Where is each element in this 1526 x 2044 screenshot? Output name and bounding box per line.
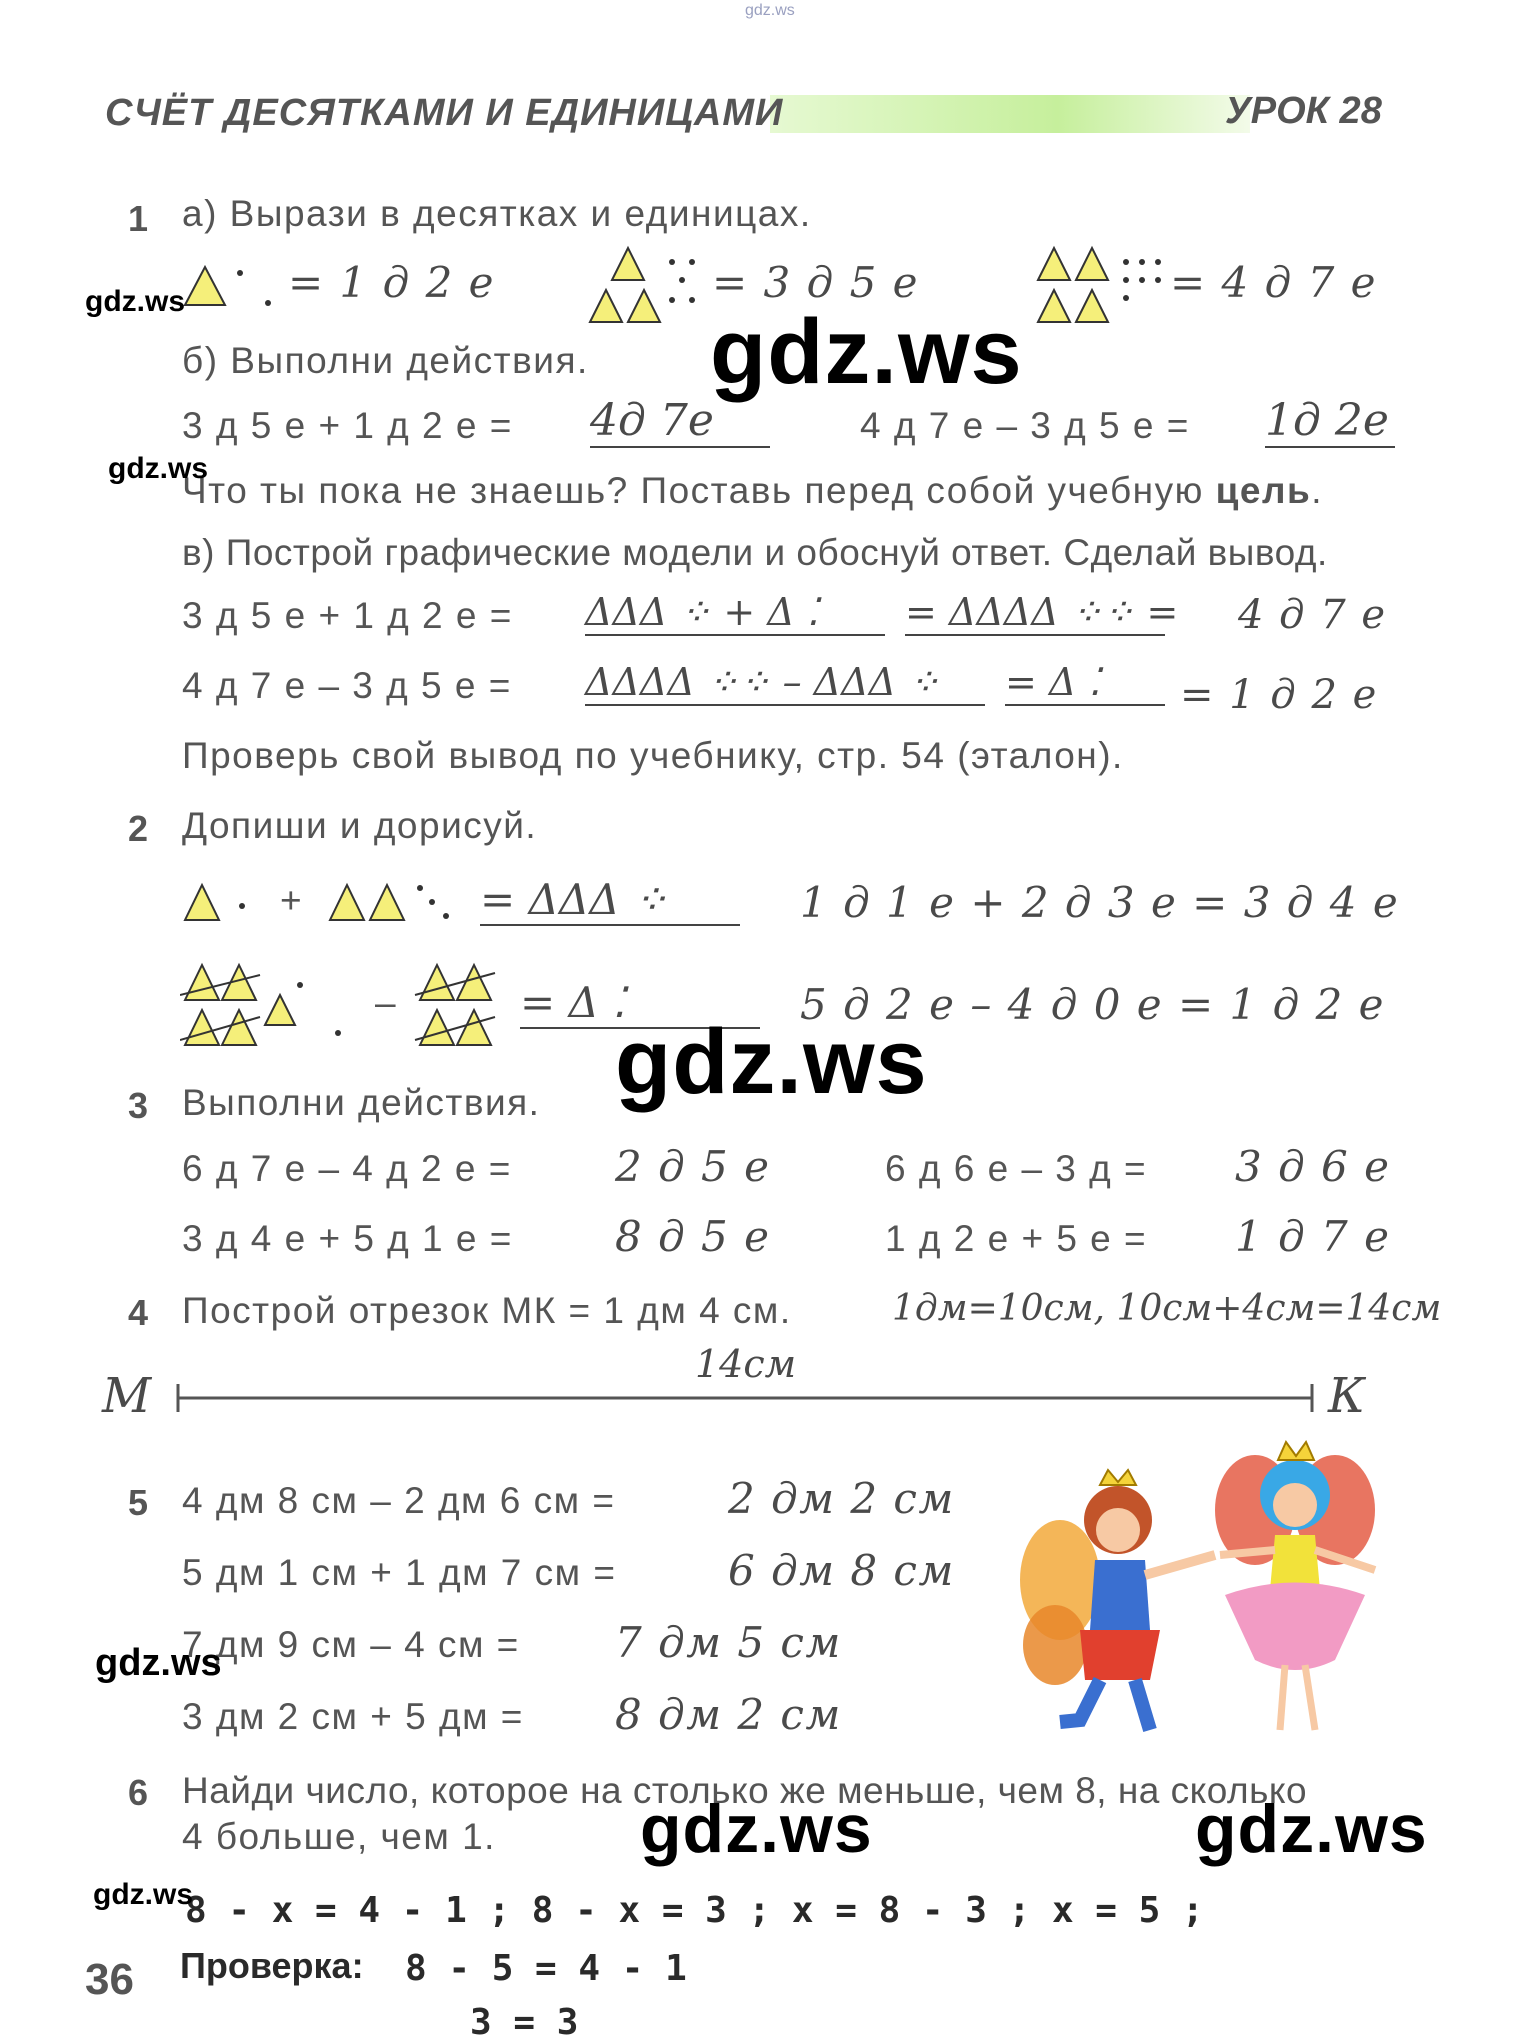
task-5-answer-3: 7 дм 5 см — [615, 1618, 842, 1667]
task-3-answer-3: 8 д 5 е — [615, 1212, 771, 1261]
page-number: 36 — [85, 1955, 134, 2004]
task-5-expr-3: 7 дм 9 см – 4 см = — [182, 1624, 520, 1665]
goal-bold: цель — [1215, 470, 1312, 511]
task-3-expr-3: 3 д 4 е + 5 д 1 е = — [182, 1218, 513, 1259]
task-2-row-1-expr: 1 д 1 е + 2 д 3 е = 3 д 4 е — [800, 878, 1400, 927]
task-4-point-m: М — [102, 1368, 152, 1424]
watermark-small-2: gdz.ws — [108, 452, 209, 485]
task-2-row-1-model: = ΔΔΔ ⁘ — [480, 875, 740, 926]
task-3-expr-2: 6 д 6 е – 3 д = — [885, 1148, 1148, 1189]
task-1v-model-1: ΔΔΔ ⁘ + Δ ⁚ — [585, 590, 885, 636]
watermark-3: gdz.ws — [640, 1791, 873, 1867]
task-4-text: Построй отрезок МК = 1 дм 4 см. — [182, 1290, 792, 1331]
header-title: СЧЁТ ДЕСЯТКАМИ И ЕДИНИЦАМИ — [105, 92, 784, 134]
task-5-expr-1: 4 дм 8 см – 2 дм 6 см = — [182, 1480, 616, 1521]
task-5-answer-1: 2 дм 2 см — [728, 1474, 955, 1523]
fairies-illustration — [1000, 1430, 1420, 1750]
task-5-expr-2: 5 дм 1 см + 1 дм 7 см = — [182, 1552, 617, 1593]
task-2-number: 2 — [128, 808, 149, 849]
task-1v-result-1: 4 д 7 е — [1238, 592, 1387, 638]
task-1-check-text: Проверь свой вывод по учебнику, стр. 54 (эталон). — [182, 735, 1124, 776]
answer-1a-3: = 4 д 7 е — [1170, 258, 1378, 307]
task-5-expr-4: 3 дм 2 см + 5 дм = — [182, 1696, 524, 1737]
task-2-minus: – — [375, 982, 398, 1023]
header-bar — [770, 95, 1250, 133]
task-4-length: 14см — [695, 1342, 797, 1386]
task-2-row-1-figures — [180, 870, 490, 930]
task-1v-text: в) Построй графические модели и обоснуй ответ. Сделай вывод. — [182, 532, 1328, 573]
watermark-small-4: gdz.ws — [93, 1878, 194, 1911]
task-3-expr-1: 6 д 7 е – 4 д 2 е = — [182, 1148, 512, 1189]
goal-text: Что ты пока не знаешь? Поставь перед собой учебную цель. — [182, 470, 1323, 511]
task-2-row-2-expr: 5 д 2 е – 4 д 0 е = 1 д 2 е — [800, 980, 1386, 1029]
task-4-number: 4 — [128, 1292, 149, 1333]
task-5-number: 5 — [128, 1482, 149, 1523]
lesson-label: УРОК 28 — [1225, 90, 1382, 132]
task-4-point-k: К — [1328, 1368, 1366, 1424]
task-1v-model-1b: = ΔΔΔΔ ⁘⁘ = — [905, 590, 1179, 634]
task-3-answer-2: 3 д 6 е — [1235, 1142, 1391, 1191]
task-6-text-1: Найди число, которое на столько же меньше, чем 8, на сколько — [182, 1770, 1308, 1811]
task-5-answer-4: 8 дм 2 см — [615, 1690, 842, 1739]
task-2-plus: + — [280, 880, 304, 921]
site-mark-top: gdz.ws — [745, 2, 795, 19]
task-1b-expr-2: 4 д 7 е – 3 д 5 е = — [860, 405, 1190, 446]
task-1v-expr-1: 3 д 5 е + 1 д 2 е = — [182, 595, 513, 636]
task-6-check-label: Проверка: — [180, 1945, 364, 1986]
watermark-4: gdz.ws — [1195, 1791, 1428, 1867]
task-3-number: 3 — [128, 1085, 149, 1126]
task-6-number: 6 — [128, 1772, 149, 1813]
task-1v-expr-2: 4 д 7 е – 3 д 5 е = — [182, 665, 512, 706]
watermark-1: gdz.ws — [710, 301, 1023, 403]
task-2-row-2-model: = Δ ⁚ — [520, 978, 760, 1029]
watermark-small-1: gdz.ws — [85, 285, 186, 318]
model-1d2e — [180, 255, 290, 315]
task-3-answer-4: 1 д 7 е — [1235, 1212, 1391, 1261]
task-1b-text: б) Выполни действия. — [182, 340, 589, 381]
task-1b-answer-1: 4д 7е — [590, 395, 770, 448]
task-1a-text: а) Вырази в десятках и единицах. — [182, 193, 812, 234]
task-2-row-2-figures — [180, 955, 510, 1055]
model-3d5e — [582, 240, 702, 330]
task-3-text: Выполни действия. — [182, 1082, 541, 1123]
task-6-check-1: 8 - 5 = 4 - 1 — [405, 1948, 687, 1989]
answer-1a-1: = 1 д 2 е — [288, 258, 496, 307]
watermark-2: gdz.ws — [615, 1011, 928, 1113]
task-4-note: 1дм=10см, 10см+4см=14см — [892, 1288, 1442, 1329]
task-1b-expr-1: 3 д 5 е + 1 д 2 е = — [182, 405, 513, 446]
task-1v-result-2: = 1 д 2 е — [1180, 672, 1378, 718]
task-6-text-2: 4 больше, чем 1. — [182, 1816, 496, 1857]
segment-mk — [170, 1378, 1320, 1418]
task-1-number: 1 — [128, 198, 149, 239]
watermark-small-3: gdz.ws — [95, 1642, 222, 1684]
task-2-text: Допиши и дорисуй. — [182, 805, 538, 846]
task-5-answer-2: 6 дм 8 см — [728, 1546, 955, 1595]
task-3-expr-4: 1 д 2 е + 5 е = — [885, 1218, 1148, 1259]
model-4d7e — [1030, 240, 1180, 330]
task-6-check-2: 3 = 3 — [470, 2002, 579, 2043]
task-1v-model-2b: = Δ ⁚ — [1005, 660, 1165, 706]
task-6-solution: 8 - x = 4 - 1 ; 8 - x = 3 ; x = 8 - 3 ; x = 5 ; — [185, 1890, 1204, 1931]
answer-1a-2: = 3 д 5 е — [712, 258, 920, 307]
task-1v-model-2: ΔΔΔΔ ⁘⁘ – ΔΔΔ ⁘ — [585, 660, 985, 706]
task-3-answer-1: 2 д 5 е — [615, 1142, 771, 1191]
task-1b-answer-2: 1д 2е — [1265, 395, 1395, 448]
